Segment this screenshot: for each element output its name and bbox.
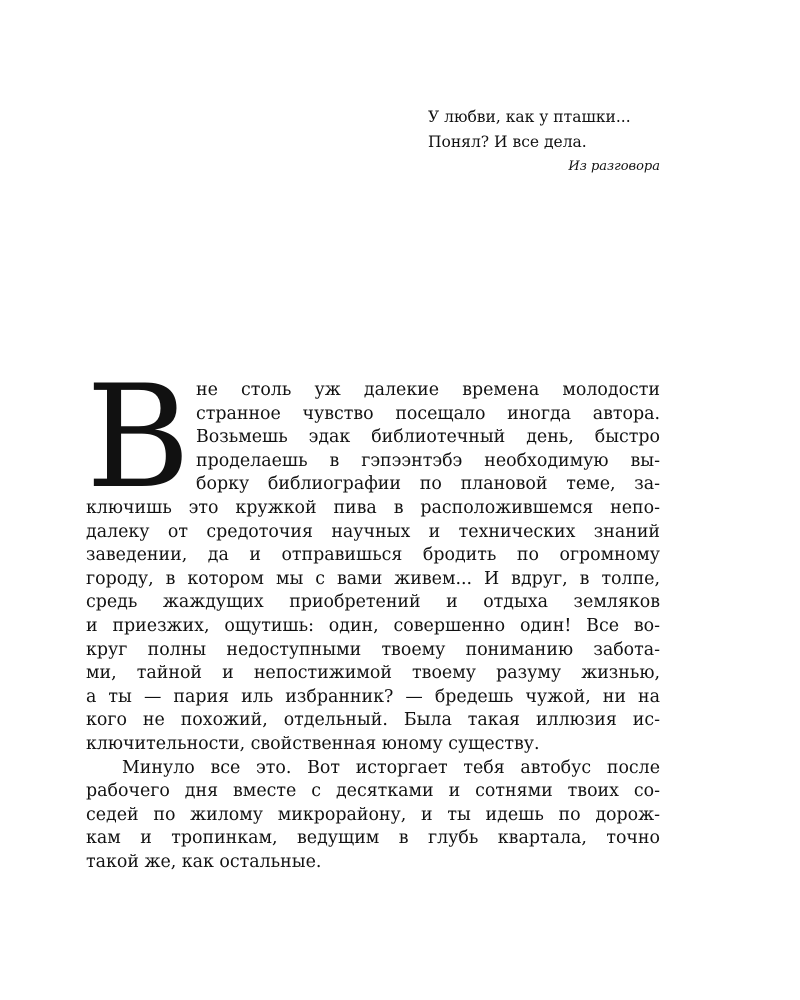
text-line: далеку от средоточия научных и технических знаний: [86, 521, 660, 542]
text-line: заведении, да и отправишься бродить по огромному: [86, 545, 660, 566]
text-line: ми, тайной и непостижимой твоему разуму жизнью,: [86, 663, 660, 684]
text-line: проделаешь в гэпээнтэбэ необходимую вы-: [196, 450, 660, 471]
text-line: не столь уж далекие времена молодости: [196, 380, 660, 400]
epigraph: [428, 105, 660, 178]
text-line: ключительности, свойственная юному существу.: [86, 733, 540, 754]
body-text: [86, 355, 660, 874]
text-line: а ты — пария иль избранник? — бредешь чужой, ни на: [86, 686, 660, 707]
text-line: рабочего дня вместе с десятками и сотнями твоих со-: [86, 781, 660, 802]
text-line: странное чувство посещало иногда автора.: [196, 403, 660, 424]
epigraph-line: Понял? И все дела.: [428, 133, 587, 151]
text-line: кам и тропинкам, ведущим в глубь квартала, точно: [86, 828, 660, 849]
epigraph-line: У любви, как у пташки...: [428, 108, 631, 126]
text-line: средь жаждущих приобретений и отдыха земляков: [86, 592, 660, 613]
text-line: ключишь это кружкой пива в расположившемся непо-: [86, 497, 660, 518]
text-line: и приезжих, ощутишь: один, совершенно один! Все во-: [86, 615, 660, 636]
text-line: борку библиографии по плановой теме, за-: [196, 474, 660, 495]
drop-cap: В: [86, 355, 191, 520]
text-line: кого не похожий, отдельный. Была такая иллюзия ис-: [86, 710, 660, 731]
text-line: Возьмешь эдак библиотечный день, быстро: [196, 427, 660, 448]
text-line: Минуло все это. Вот исторгает тебя автобус после: [122, 757, 660, 778]
text-line: городу, в котором мы с вами живем... И вдруг, в толпе,: [86, 568, 660, 589]
text-line: такой же, как остальные.: [86, 851, 322, 872]
epigraph-source: Из разговора: [568, 159, 660, 174]
text-line: седей по жилому микрорайону, и ты идешь по дорож-: [86, 804, 660, 825]
text-line: круг полны недоступными твоему пониманию забота-: [86, 639, 660, 660]
